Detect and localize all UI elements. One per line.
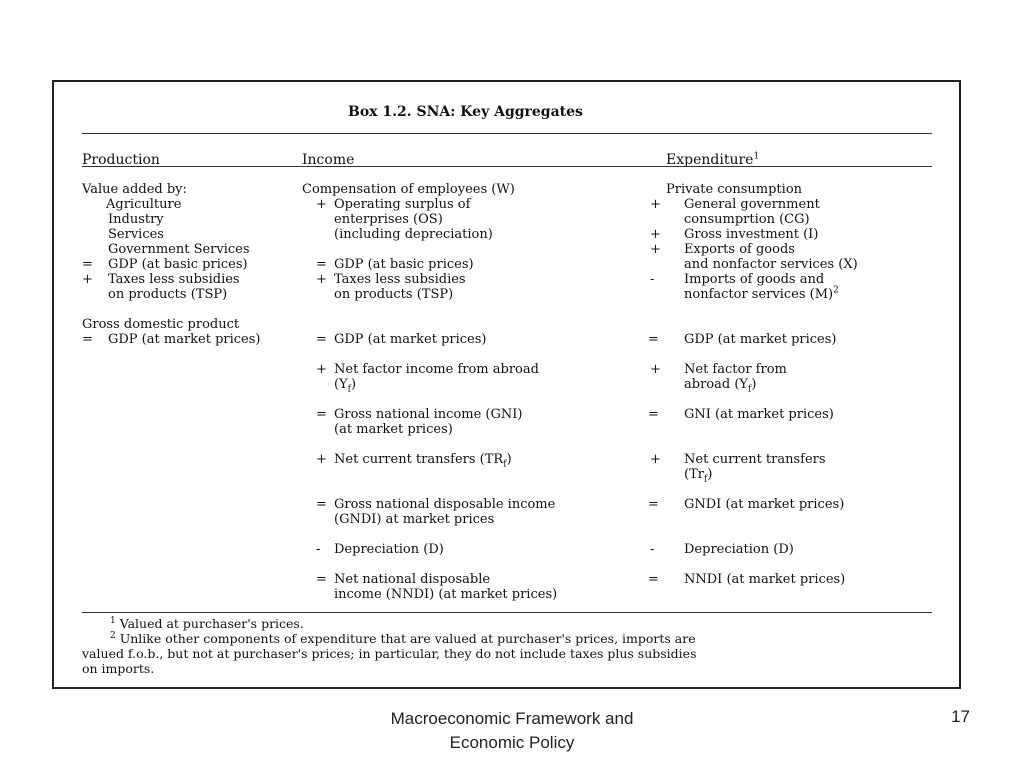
operator: = — [648, 497, 659, 512]
production-header: Production — [82, 152, 160, 168]
operator: + — [316, 362, 327, 377]
operator: - — [650, 272, 655, 287]
expenditure-gdp-market: GDP (at market prices) — [684, 332, 837, 347]
government-consumption-line1: General government — [684, 197, 820, 212]
operator: = — [648, 407, 659, 422]
operator: = — [316, 497, 327, 512]
production-taxes-line1: Taxes less subsidies — [108, 272, 240, 287]
operator: + — [316, 197, 327, 212]
net-current-transfers: Net current transfers $(TR_f)$ — [334, 452, 512, 470]
operator: + — [316, 452, 327, 467]
nndi-line2: income (NNDI) (at market prices) — [334, 587, 558, 602]
footnote-2-line3: on imports. — [82, 661, 155, 676]
footer-line-1: Macroeconomic Framework and — [390, 709, 634, 728]
operating-surplus-line3: (including depreciation) — [334, 227, 493, 242]
expenditure-transfers-line2: $(Tr_f)$ — [684, 467, 713, 485]
expenditure-nndi: NNDI (at market prices) — [684, 572, 846, 587]
operating-surplus-line2: enterprises (OS) — [334, 212, 443, 227]
imports-line2: nonfactor services $(M)^2$ — [684, 285, 839, 302]
private-consumption-item: Private consumption — [666, 182, 803, 197]
expenditure-gni: GNI (at market prices) — [684, 407, 834, 422]
operator: = — [648, 572, 659, 587]
operator: - — [650, 542, 655, 557]
gndi-line1: Gross national disposable income — [334, 497, 556, 512]
operator: + — [316, 272, 327, 287]
gni-line2: (at market prices) — [334, 422, 453, 437]
production-taxes-line2: on products (TSP) — [108, 287, 228, 302]
income-depreciation: Depreciation (D) — [334, 542, 444, 557]
box-title: Box 1.2. SNA: Key Aggregates — [348, 104, 583, 120]
gross-investment-item: Gross investment (I) — [684, 227, 819, 242]
net-factor-line2: abroad $(Y_f)$ — [684, 377, 757, 395]
expenditure-transfers-line1: Net current transfers — [684, 452, 826, 467]
header-divider — [82, 166, 932, 167]
operator: = — [316, 407, 327, 422]
services-item: Services — [108, 227, 164, 242]
income-gdp-basic: GDP (at basic prices) — [334, 257, 474, 272]
operator: + — [650, 197, 661, 212]
footnote-divider — [82, 612, 932, 613]
income-taxes-line2: on products (TSP) — [334, 287, 454, 302]
government-services-item: Government Services — [108, 242, 250, 257]
operating-surplus-line1: Operating surplus of — [334, 197, 471, 212]
operator: = — [316, 257, 327, 272]
operator: - — [316, 542, 321, 557]
operator: + — [650, 452, 661, 467]
operator: = — [316, 332, 327, 347]
footnote-2-line1: $^2$ Unlike other components of expenditure that are valued at purchaser's prices, imports are — [110, 630, 696, 646]
page-number: 17 — [951, 707, 970, 726]
agriculture-item: Agriculture — [106, 197, 182, 212]
slide-footer-title — [330, 707, 694, 755]
exports-line2: and nonfactor services (X) — [684, 257, 858, 272]
footnote-2-line2: valued f.o.b., but not at purchaser's prices; in particular, they do not include taxes plus subsidies — [82, 646, 697, 661]
imports-line1: Imports of goods and — [684, 272, 825, 287]
income-header: Income — [302, 152, 355, 168]
industry-item: Industry — [108, 212, 164, 227]
net-factor-income-line1: Net factor income from abroad — [334, 362, 539, 377]
expenditure-depreciation: Depreciation (D) — [684, 542, 794, 557]
gross-domestic-product-label: Gross domestic product — [82, 317, 240, 332]
exports-line1: Exports of goods — [684, 242, 795, 257]
operator: = — [82, 257, 93, 272]
income-gdp-market: GDP (at market prices) — [334, 332, 487, 347]
gndi-line2: (GNDI) at market prices — [334, 512, 495, 527]
operator: = — [82, 332, 93, 347]
operator: + — [650, 242, 661, 257]
expenditure-header: Expenditure$^1$ — [666, 151, 760, 168]
footnote-1: $^1$ Valued at purchaser's prices. — [110, 615, 304, 631]
net-factor-line1: Net factor from — [684, 362, 787, 377]
income-taxes-line1: Taxes less subsidies — [334, 272, 466, 287]
net-factor-income-line2: $(Y_f)$ — [334, 377, 357, 395]
footer-line-2: Economic Policy — [449, 733, 575, 752]
operator: = — [648, 332, 659, 347]
key-aggregates-box — [52, 80, 961, 689]
operator: + — [82, 272, 93, 287]
production-gdp-basic: GDP (at basic prices) — [108, 257, 248, 272]
government-consumption-line2: consumprtion (CG) — [684, 212, 810, 227]
operator: + — [650, 227, 661, 242]
production-gdp-market: GDP (at market prices) — [108, 332, 261, 347]
title-divider — [82, 133, 932, 134]
compensation-item: Compensation of employees (W) — [302, 182, 515, 197]
nndi-line1: Net national disposable — [334, 572, 491, 587]
operator: + — [650, 362, 661, 377]
expenditure-gndi: GNDI (at market prices) — [684, 497, 845, 512]
value-added-label: Value added by: — [82, 182, 187, 197]
gni-line1: Gross national income (GNI) — [334, 407, 523, 422]
operator: = — [316, 572, 327, 587]
